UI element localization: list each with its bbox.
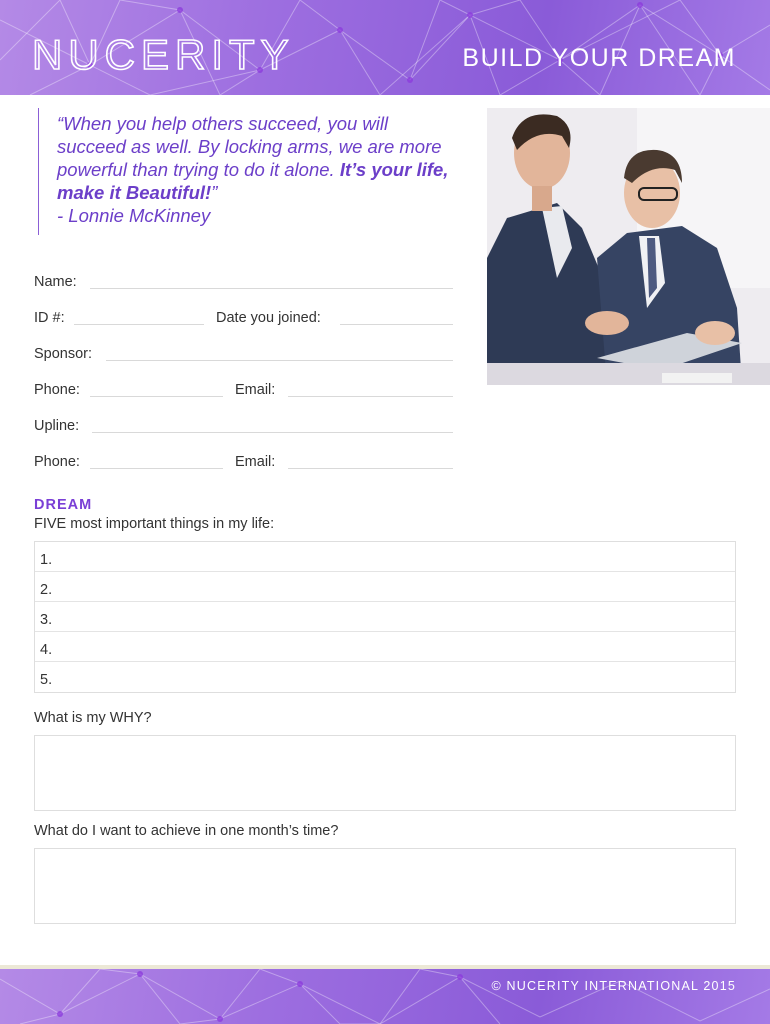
upline-phone-field[interactable] <box>90 468 223 469</box>
upline-phone-label: Phone: <box>34 454 80 470</box>
sponsor-field[interactable] <box>106 360 453 361</box>
list-item-2[interactable]: 2. <box>35 572 735 602</box>
dream-title: DREAM <box>34 497 93 513</box>
footer-banner <box>0 969 770 1024</box>
businessmen-photo <box>487 108 770 385</box>
name-field[interactable] <box>90 288 453 289</box>
id-field[interactable] <box>74 324 204 325</box>
list-item-5[interactable]: 5. <box>40 672 53 688</box>
quote-block <box>38 108 458 235</box>
sponsor-label: Sponsor: <box>34 346 93 362</box>
email-field[interactable] <box>288 396 453 397</box>
phone-field[interactable] <box>90 396 223 397</box>
list-item-3[interactable]: 3. <box>35 602 735 632</box>
copyright-text: © NUCERITY INTERNATIONAL 2015 <box>491 979 736 993</box>
nucerity-logo: NUCERITY <box>32 31 295 78</box>
quote-text <box>57 112 458 227</box>
id-label: ID #: <box>34 310 65 326</box>
upline-email-field[interactable] <box>288 468 453 469</box>
list-item-1[interactable]: 1. <box>35 542 735 572</box>
name-label: Name: <box>34 274 77 290</box>
header-tagline: BUILD YOUR DREAM <box>462 44 736 72</box>
why-answer-box[interactable] <box>34 735 736 811</box>
email-label: Email: <box>235 382 276 398</box>
list-item-4[interactable]: 4. <box>35 632 735 662</box>
quote-close: ” <box>211 182 218 203</box>
month-goal-question: What do I want to achieve in one month’s time? <box>34 823 339 839</box>
upline-label: Upline: <box>34 418 80 434</box>
phone-label: Phone: <box>34 382 80 398</box>
upline-email-label: Email: <box>235 454 276 470</box>
upline-field[interactable] <box>92 432 453 433</box>
date-joined-field[interactable] <box>340 324 453 325</box>
why-question: What is my WHY? <box>34 710 152 726</box>
quote-author: - Lonnie McKinney <box>57 205 211 226</box>
quote-body: “When you help others succeed, you will succeed as well. By locking arms, we are more powerful than trying to do it alone. <box>57 113 442 180</box>
date-joined-label: Date you joined: <box>216 310 321 326</box>
businessmen-illustration <box>487 108 770 385</box>
month-goal-answer-box[interactable] <box>34 848 736 924</box>
important-things-list <box>34 541 736 693</box>
dream-subtitle: FIVE most important things in my life: <box>34 516 275 532</box>
footer-network-pattern <box>0 969 770 1024</box>
header-banner <box>0 0 770 95</box>
quote-emphasis: It’s your life, make it Beautiful! <box>57 159 449 203</box>
